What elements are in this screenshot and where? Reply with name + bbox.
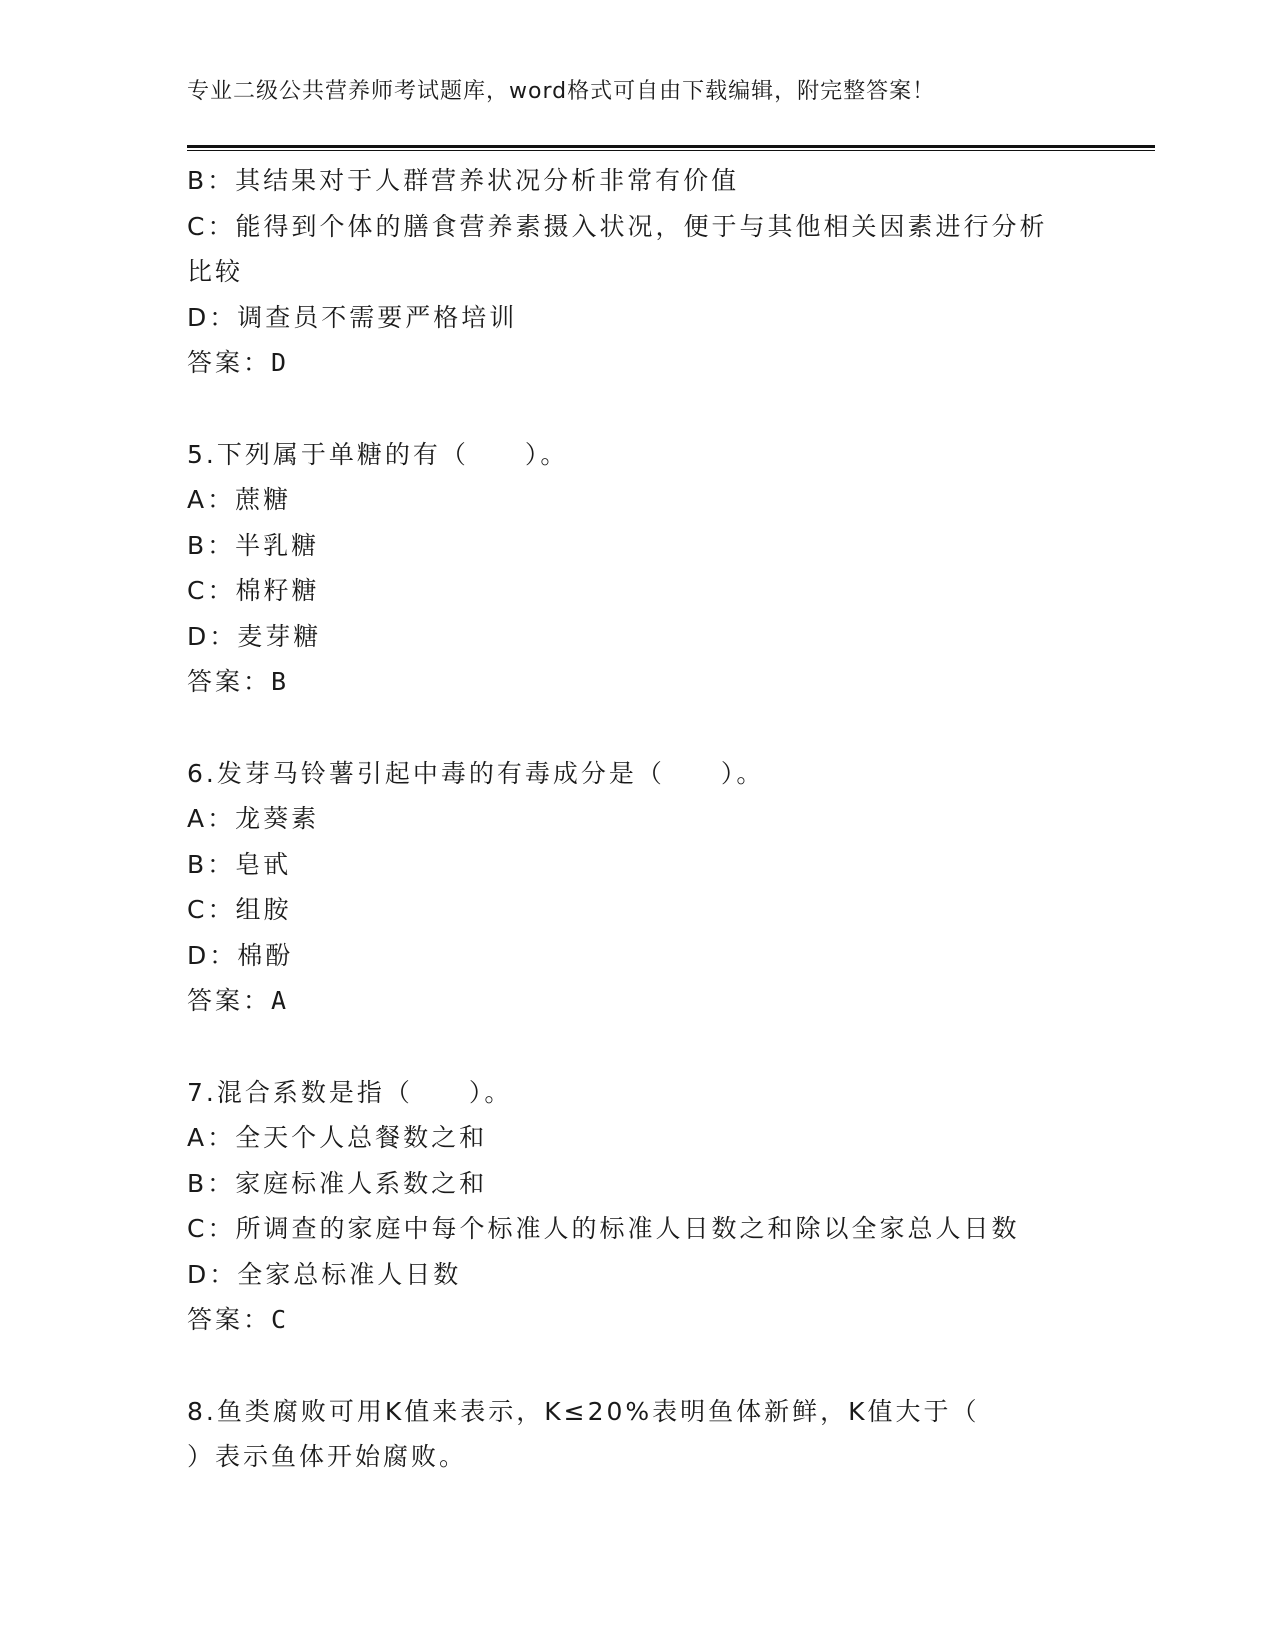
question-stem-wrap: ）表示鱼体开始腐败。 <box>187 1442 468 1471</box>
option-c: C：棉籽糖 <box>187 576 320 605</box>
option-d: D：棉酚 <box>187 940 294 970</box>
page-header: 专业二级公共营养师考试题库，word格式可自由下载编辑，附完整答案！ <box>187 79 936 104</box>
option-c: C：所调查的家庭中每个标准人的标准人日数之和除以全家总人日数 <box>187 1214 1020 1243</box>
option-b: B：其结果对于人群营养状况分析非常有价值 <box>187 166 740 195</box>
question-4-continuation <box>187 158 1087 386</box>
option-b: B：家庭标准人系数之和 <box>187 1168 488 1198</box>
answer-value: D <box>271 348 290 377</box>
answer-line <box>187 340 1087 386</box>
option-b: B：皂甙 <box>187 849 292 879</box>
option-a: A：全天个人总餐数之和 <box>187 1123 488 1152</box>
question-content <box>187 158 1087 1480</box>
option-d: D：麦芽糖 <box>187 621 322 651</box>
question-stem: 6.发芽马铃薯引起中毒的有毒成分是（ ）。 <box>187 758 765 788</box>
question-stem: 5.下列属于单糖的有（ ）。 <box>187 439 569 469</box>
option-d: D：调查员不需要严格培训 <box>187 302 518 332</box>
option-b: B：半乳糖 <box>187 530 320 560</box>
answer-value: B <box>271 667 290 696</box>
answer-label: 答案： <box>187 667 272 696</box>
question-5 <box>187 432 1087 705</box>
question-8 <box>187 1389 1087 1480</box>
answer-value: C <box>271 1305 290 1334</box>
header-divider-thin <box>187 150 1155 151</box>
option-c: C：组胺 <box>187 895 292 924</box>
answer-line <box>187 659 1087 705</box>
option-a: A：龙葵素 <box>187 804 320 833</box>
option-c: C：能得到个体的膳食营养素摄入状况，便于与其他相关因素进行分析 <box>187 211 1048 241</box>
answer-label: 答案： <box>187 986 272 1015</box>
answer-value: A <box>271 986 290 1015</box>
answer-label: 答案： <box>187 348 272 377</box>
question-7 <box>187 1070 1087 1343</box>
header-divider-thick <box>187 145 1155 148</box>
answer-label: 答案： <box>187 1305 272 1334</box>
option-c-wrap: 比较 <box>187 257 244 286</box>
answer-line <box>187 1297 1087 1343</box>
option-a: A：蔗糖 <box>187 485 292 514</box>
option-d: D：全家总标准人日数 <box>187 1259 462 1289</box>
question-6 <box>187 751 1087 1024</box>
answer-line <box>187 978 1087 1024</box>
question-stem: 8.鱼类腐败可用K值来表示，K≤20%表明鱼体新鲜，K值大于（ <box>187 1396 980 1426</box>
question-stem: 7.混合系数是指（ ）。 <box>187 1077 513 1107</box>
